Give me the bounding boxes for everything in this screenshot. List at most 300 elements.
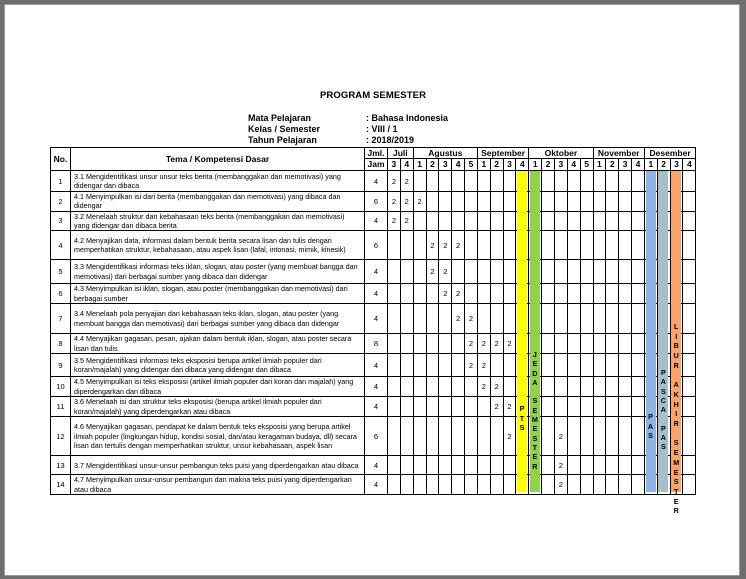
header-week: 4 [683, 159, 696, 171]
week-cell [632, 475, 645, 495]
week-cell [554, 397, 567, 417]
week-cell [606, 260, 619, 284]
week-cell [580, 397, 593, 417]
week-cell [388, 284, 401, 304]
week-cell [593, 231, 606, 260]
week-cell: 2 [439, 231, 452, 260]
header-week: 1 [529, 159, 542, 171]
header-no: No. [51, 148, 71, 171]
week-cell [580, 171, 593, 192]
week-cell [619, 354, 632, 377]
week-cell [413, 475, 426, 495]
row-jam: 4 [365, 211, 388, 231]
week-cell [567, 231, 580, 260]
week-cell [542, 397, 555, 417]
row-jam: 4 [365, 284, 388, 304]
header-week: 2 [542, 159, 555, 171]
week-cell [619, 260, 632, 284]
row-competency: 4.4 Menyajikan gagasan, pesan, ajakan dalam bentuk iklan, slogan, atau poster secara lisan dan tulis [71, 334, 365, 354]
table-row [51, 475, 696, 495]
week-cell [452, 171, 465, 192]
week-cell [606, 417, 619, 456]
week-cell [465, 260, 478, 284]
table-row [51, 304, 696, 334]
header-week: 3 [619, 159, 632, 171]
header-month: November [593, 148, 644, 159]
week-cell [503, 211, 516, 231]
week-cell [542, 417, 555, 456]
week-cell [413, 284, 426, 304]
week-cell [632, 397, 645, 417]
week-cell [465, 171, 478, 192]
week-cell [567, 304, 580, 334]
week-cell [632, 377, 645, 397]
week-cell [388, 231, 401, 260]
week-cell [400, 417, 413, 456]
row-competency: 3.2 Menelaah struktur dan kebahasaan teks berita (membanggakan dan memotivasi) yang didengar dan dibaca berita [71, 211, 365, 231]
week-cell [426, 397, 439, 417]
week-cell [593, 354, 606, 377]
week-cell [593, 260, 606, 284]
week-cell [413, 211, 426, 231]
week-cell [439, 417, 452, 456]
row-jam: 6 [365, 231, 388, 260]
header-week: 2 [490, 159, 503, 171]
week-cell [619, 284, 632, 304]
week-cell [439, 211, 452, 231]
row-number: 8 [51, 334, 71, 354]
header-week: 4 [452, 159, 465, 171]
table-row [51, 171, 696, 192]
week-cell [632, 334, 645, 354]
week-cell [465, 231, 478, 260]
week-cell [593, 397, 606, 417]
week-cell [619, 417, 632, 456]
week-cell [426, 192, 439, 212]
week-cell [413, 231, 426, 260]
week-cell [619, 171, 632, 192]
week-cell [465, 211, 478, 231]
meta-mapel-label: Mata Pelajaran [248, 113, 312, 123]
row-number: 6 [51, 284, 71, 304]
week-cell [567, 192, 580, 212]
header-week: 5 [580, 159, 593, 171]
week-cell [439, 475, 452, 495]
week-cell [542, 231, 555, 260]
week-cell [439, 334, 452, 354]
row-competency: 4.3 Menyimpulkan isi iklan, slogan, atau poster (membanggakan dan memotivasi) dari berbagai sumber [71, 284, 365, 304]
table-row [51, 334, 696, 354]
week-cell [606, 284, 619, 304]
week-cell [542, 171, 555, 192]
header-week: 2 [606, 159, 619, 171]
week-cell [606, 397, 619, 417]
week-cell [477, 475, 490, 495]
row-competency: 3.1 Mengidentifikasi unsur unsur teks berita (membanggakan dan memotivasi) yang didengar dan dibaca [71, 171, 365, 192]
week-cell [554, 354, 567, 377]
week-cell [580, 260, 593, 284]
header-week: 3 [554, 159, 567, 171]
row-jam: 8 [365, 334, 388, 354]
week-cell [580, 231, 593, 260]
week-cell [503, 456, 516, 475]
week-cell [452, 192, 465, 212]
week-cell [490, 231, 503, 260]
week-cell [388, 417, 401, 456]
table-row [51, 417, 696, 456]
week-cell [554, 284, 567, 304]
week-cell [593, 192, 606, 212]
week-cell [554, 377, 567, 397]
week-cell [567, 260, 580, 284]
header-week: 1 [593, 159, 606, 171]
week-cell [593, 284, 606, 304]
week-cell: 2 [465, 334, 478, 354]
row-number: 9 [51, 354, 71, 377]
week-cell [439, 456, 452, 475]
week-cell [580, 304, 593, 334]
week-cell [567, 377, 580, 397]
row-jam: 4 [365, 304, 388, 334]
week-cell [400, 284, 413, 304]
pas-bar [646, 171, 656, 492]
week-cell [683, 456, 696, 475]
row-competency: 3.5 Mengidentifikasi informasi teks eksposisi berupa artikel ilmiah populer dari koran/majalah) yang didengar dan dibaca yang didengar dan dibaca [71, 354, 365, 377]
week-cell [593, 456, 606, 475]
week-cell [554, 192, 567, 212]
week-cell [632, 260, 645, 284]
week-cell [593, 417, 606, 456]
header-month: Agustus [413, 148, 477, 159]
row-jam: 4 [365, 260, 388, 284]
header-week: 3 [503, 159, 516, 171]
week-cell [580, 211, 593, 231]
week-cell [580, 334, 593, 354]
table-row [51, 397, 696, 417]
week-cell [580, 192, 593, 212]
week-cell [426, 456, 439, 475]
row-number: 2 [51, 192, 71, 212]
week-cell [567, 211, 580, 231]
week-cell [413, 377, 426, 397]
week-cell [490, 211, 503, 231]
row-competency: 4.1 Menyimpulkan isi dari berita (membanggakan dan memotivasi) yang dibaca dan didengar [71, 192, 365, 212]
week-cell [400, 304, 413, 334]
week-cell [426, 377, 439, 397]
row-jam: 4 [365, 377, 388, 397]
header-week: 4 [400, 159, 413, 171]
week-cell [580, 417, 593, 456]
header-jml: Jml. [365, 148, 388, 159]
week-cell: 2 [388, 211, 401, 231]
table-row [51, 260, 696, 284]
week-cell [554, 334, 567, 354]
row-competency: 3.7 Mengidentifikasi unsur-unsur pembangun teks puisi yang diperdengarkan atau dibaca [71, 456, 365, 475]
week-cell [606, 231, 619, 260]
week-cell [452, 456, 465, 475]
week-cell [606, 475, 619, 495]
week-cell [619, 231, 632, 260]
week-cell: 2 [465, 304, 478, 334]
week-cell [503, 171, 516, 192]
week-cell [632, 171, 645, 192]
week-cell [400, 354, 413, 377]
week-cell [593, 211, 606, 231]
table-row [51, 284, 696, 304]
table-row [51, 456, 696, 475]
meta-tahun-value: : 2018/2019 [366, 135, 415, 145]
week-cell [632, 456, 645, 475]
week-cell [413, 456, 426, 475]
week-cell [683, 284, 696, 304]
week-cell: 2 [554, 475, 567, 495]
row-competency: 3.4 Menelaah pola penyajian dan kebahasaan teks iklan, slogan, atau poster (yang membuat bangga dan memotivasi) dari berbagai sumber yang dibaca dan didengar [71, 304, 365, 334]
week-cell [490, 304, 503, 334]
week-cell: 2 [413, 192, 426, 212]
week-cell [580, 456, 593, 475]
week-cell [388, 304, 401, 334]
week-cell [490, 417, 503, 456]
table-row [51, 354, 696, 377]
week-cell [400, 475, 413, 495]
week-cell [426, 211, 439, 231]
week-cell [503, 231, 516, 260]
week-cell [465, 475, 478, 495]
meta-mapel-value: : Bahasa Indonesia [366, 113, 449, 123]
week-cell [554, 304, 567, 334]
header-month: September [477, 148, 528, 159]
header-week: 3 [670, 159, 683, 171]
header-week: 2 [657, 159, 670, 171]
week-cell [503, 354, 516, 377]
week-cell [490, 354, 503, 377]
week-cell [683, 397, 696, 417]
row-jam: 4 [365, 354, 388, 377]
week-cell [439, 377, 452, 397]
week-cell: 2 [400, 211, 413, 231]
week-cell [619, 334, 632, 354]
week-cell [567, 171, 580, 192]
week-cell [452, 417, 465, 456]
week-cell [452, 334, 465, 354]
week-cell [554, 231, 567, 260]
week-cell [503, 475, 516, 495]
week-cell: 2 [426, 231, 439, 260]
row-jam: 6 [365, 192, 388, 212]
week-cell [452, 211, 465, 231]
header-week: 5 [465, 159, 478, 171]
week-cell [606, 171, 619, 192]
week-cell [542, 354, 555, 377]
row-number: 14 [51, 475, 71, 495]
week-cell [400, 260, 413, 284]
week-cell [632, 192, 645, 212]
schedule-table [50, 147, 696, 495]
week-cell [619, 377, 632, 397]
week-cell [632, 304, 645, 334]
week-cell: 2 [554, 417, 567, 456]
week-cell [632, 417, 645, 456]
week-cell [388, 260, 401, 284]
week-cell [683, 260, 696, 284]
row-jam: 4 [365, 397, 388, 417]
week-cell: 2 [477, 334, 490, 354]
week-cell [683, 334, 696, 354]
week-cell [606, 456, 619, 475]
week-cell: 2 [477, 377, 490, 397]
week-cell [554, 171, 567, 192]
week-cell [632, 231, 645, 260]
week-cell [465, 284, 478, 304]
week-cell [542, 475, 555, 495]
header-week: 4 [632, 159, 645, 171]
week-cell [593, 304, 606, 334]
week-cell [490, 171, 503, 192]
week-cell: 2 [426, 260, 439, 284]
header-week: 1 [644, 159, 657, 171]
meta-kelas-value: : VIII / 1 [366, 124, 398, 134]
week-cell [452, 475, 465, 495]
week-cell: 2 [490, 377, 503, 397]
jeda-label: J E D A S E M E S T E R [531, 350, 538, 471]
week-cell [567, 354, 580, 377]
row-number: 11 [51, 397, 71, 417]
week-cell [388, 354, 401, 377]
week-cell [439, 171, 452, 192]
week-cell [400, 397, 413, 417]
row-competency: 4.6 Menyajikan gagasan, pendapat ke dalam bentuk teks eksposisi yang berupa artikel ilmiah populer (lingkungan hidup, kondisi sosial, dan/atau keragaman budaya, dll) secara lisan dan tertulis dengan memperhatikan struktur, unsur kebahasaan, aspek lisan [71, 417, 365, 456]
week-cell [567, 334, 580, 354]
header-week: 4 [567, 159, 580, 171]
week-cell [503, 377, 516, 397]
week-cell [632, 211, 645, 231]
week-cell [683, 171, 696, 192]
week-cell [465, 192, 478, 212]
pts-label: P T S [519, 404, 525, 432]
week-cell [683, 192, 696, 212]
week-cell [619, 397, 632, 417]
week-cell [503, 192, 516, 212]
week-cell [426, 475, 439, 495]
week-cell [439, 397, 452, 417]
week-cell: 2 [439, 284, 452, 304]
week-cell [388, 334, 401, 354]
row-competency: 3.3 Mengidentifikasi informasi teks iklan, slogan, atau poster (yang membuat bangga dan memotivasi) dari berbagai sumber yang dibaca dan didengar [71, 260, 365, 284]
week-cell: 2 [465, 354, 478, 377]
week-cell [477, 171, 490, 192]
week-cell [400, 334, 413, 354]
week-cell [452, 354, 465, 377]
week-cell: 2 [477, 354, 490, 377]
pas-label: P A S [647, 412, 654, 440]
week-cell [413, 171, 426, 192]
header-month: Oktober [529, 148, 593, 159]
week-cell [413, 334, 426, 354]
week-cell [606, 192, 619, 212]
pasca-pas-label: P A S C A P A S [660, 368, 666, 452]
week-cell [426, 304, 439, 334]
week-cell [567, 397, 580, 417]
table-row [51, 211, 696, 231]
week-cell [554, 211, 567, 231]
week-cell [452, 260, 465, 284]
week-cell [683, 475, 696, 495]
week-cell [388, 397, 401, 417]
week-cell [503, 304, 516, 334]
week-cell [567, 417, 580, 456]
week-cell: 2 [400, 192, 413, 212]
week-cell [593, 475, 606, 495]
week-cell [439, 192, 452, 212]
week-cell [542, 192, 555, 212]
header-week: 4 [516, 159, 529, 171]
table-row [51, 377, 696, 397]
week-cell [606, 334, 619, 354]
week-cell [490, 260, 503, 284]
week-cell [567, 456, 580, 475]
row-number: 7 [51, 304, 71, 334]
header-week: 2 [426, 159, 439, 171]
week-cell [477, 211, 490, 231]
week-cell [542, 260, 555, 284]
week-cell [619, 211, 632, 231]
week-cell: 2 [554, 456, 567, 475]
week-cell [465, 417, 478, 456]
row-number: 3 [51, 211, 71, 231]
week-cell [477, 284, 490, 304]
week-cell [426, 284, 439, 304]
header-month: Juli [388, 148, 414, 159]
week-cell [606, 211, 619, 231]
meta-tahun-label: Tahun Pelajaran [248, 135, 317, 145]
week-cell [606, 354, 619, 377]
week-cell: 2 [503, 334, 516, 354]
header-week: 3 [439, 159, 452, 171]
week-cell [542, 456, 555, 475]
header-week: 3 [388, 159, 401, 171]
week-cell [580, 377, 593, 397]
week-cell [542, 377, 555, 397]
week-cell: 2 [503, 417, 516, 456]
row-competency: 3.6 Menelaah isi dan struktur teks eksposisi (berupa artikel ilmiah populer dari koran/majalah) yang diperdengarkan atau dibaca [71, 397, 365, 417]
row-number: 12 [51, 417, 71, 456]
week-cell [439, 304, 452, 334]
week-cell [580, 475, 593, 495]
week-cell [593, 334, 606, 354]
week-cell [477, 260, 490, 284]
week-cell [619, 304, 632, 334]
week-cell: 2 [503, 397, 516, 417]
week-cell [632, 354, 645, 377]
week-cell [619, 456, 632, 475]
week-cell [477, 304, 490, 334]
week-cell [413, 260, 426, 284]
week-cell: 2 [452, 231, 465, 260]
document-title: PROGRAM SEMESTER [319, 90, 427, 101]
week-cell [388, 475, 401, 495]
week-cell [465, 456, 478, 475]
row-number: 4 [51, 231, 71, 260]
row-competency: 4.2 Menyajikan data, informasi dalam bentuk berita secara lisan dan tulis dengan memperhatikan struktur, kebahasaan, atau aspek lisan (lafal, intonasi, mimik, kinesik) [71, 231, 365, 260]
week-cell: 2 [452, 304, 465, 334]
week-cell [683, 417, 696, 456]
week-cell [619, 192, 632, 212]
week-cell: 2 [490, 397, 503, 417]
week-cell [542, 211, 555, 231]
week-cell [683, 211, 696, 231]
week-cell [542, 304, 555, 334]
week-cell [606, 304, 619, 334]
